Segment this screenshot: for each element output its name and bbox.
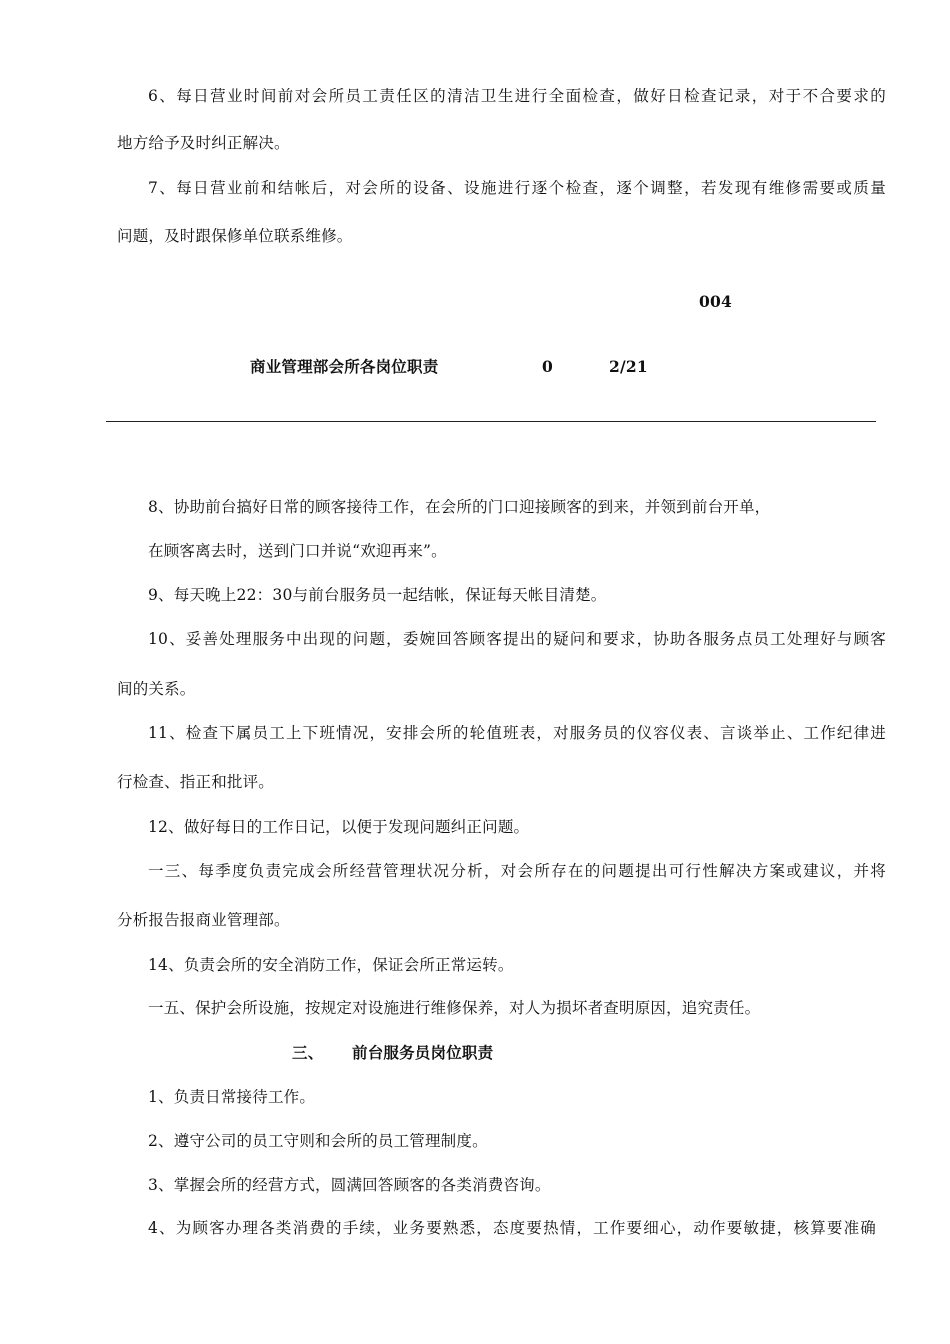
section-3-item: 3、掌握会所的经营方式，圆满回答顾客的各类消费咨询。 — [148, 1176, 551, 1194]
section-3-item: 4、为顾客办理各类消费的手续，业务要熟悉，态度要热情，工作要细心，动作要敏捷，核算要准确 — [148, 1219, 876, 1237]
revision-number: 0 — [542, 357, 553, 376]
header-title: 商业管理部会所各岗位职责 — [250, 357, 439, 376]
paragraph-13-line-1: 一三、每季度负责完成会所经营管理状况分析，对会所存在的问题提出可行性解决方案或建议，并将 — [148, 862, 886, 880]
section-3-item: 2、遵守公司的员工守则和会所的员工管理制度。 — [148, 1132, 488, 1150]
paragraph-6-line-2: 地方给予及时纠正解决。 — [117, 134, 290, 152]
paragraph-8-line-1: 8、协助前台搞好日常的顾客接待工作，在会所的门口迎接顾客的到来，并领到前台开单， — [148, 498, 771, 516]
paragraph-8-line-2: 在顾客离去时，送到门口并说“欢迎再来”。 — [148, 542, 447, 560]
paragraph-11-line-1: 11、检查下属员工上下班情况，安排会所的轮值班表，对服务员的仪容仪表、言谈举止、工作纪律进 — [148, 724, 886, 742]
paragraph-10-line-1: 10、妥善处理服务中出现的问题，委婉回答顾客提出的疑问和要求，协助各服务点员工处理好与顾客 — [148, 630, 886, 648]
section-3-title: 前台服务员岗位职责 — [352, 1043, 494, 1062]
section-3-number: 三、 — [292, 1043, 324, 1062]
paragraph-13-line-2: 分析报告报商业管理部。 — [117, 911, 290, 929]
paragraph-9: 9、每天晚上22：30与前台服务员一起结帐，保证每天帐目清楚。 — [148, 586, 607, 604]
paragraph-14: 14、负责会所的安全消防工作，保证会所正常运转。 — [148, 956, 514, 974]
paragraph-10-line-2: 间的关系。 — [117, 680, 196, 698]
paragraph-15: 一五、保护会所设施，按规定对设施进行维修保养，对人为损坏者查明原因，追究责任。 — [148, 999, 761, 1017]
paragraph-11-line-2: 行检查、指正和批评。 — [117, 773, 275, 791]
paragraph-7-line-2: 问题，及时跟保修单位联系维修。 — [117, 227, 353, 245]
paragraph-12: 12、做好每日的工作日记，以便于发现问题纠正问题。 — [148, 818, 530, 836]
paragraph-6-line-1: 6、每日营业时间前对会所员工责任区的清洁卫生进行全面检查，做好日检查记录，对于不合要求的 — [148, 87, 886, 105]
document-code: 004 — [699, 292, 732, 311]
header-divider — [106, 421, 876, 422]
paragraph-7-line-1: 7、每日营业前和结帐后，对会所的设备、设施进行逐个检查，逐个调整，若发现有维修需要或质量 — [148, 179, 886, 197]
section-3-item: 1、负责日常接待工作。 — [148, 1088, 316, 1106]
page-number: 2/21 — [609, 357, 648, 376]
